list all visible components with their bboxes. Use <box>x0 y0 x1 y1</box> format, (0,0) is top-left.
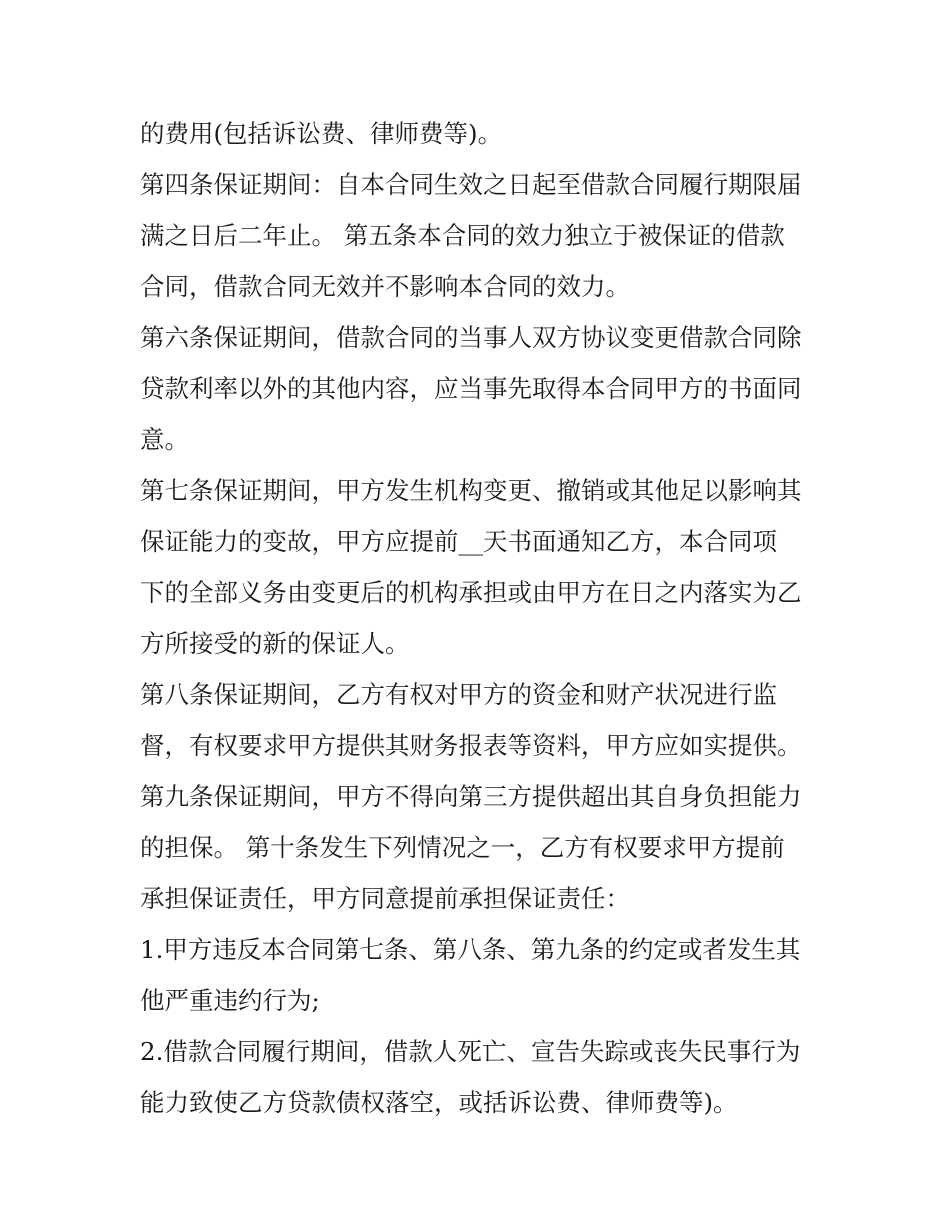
text-line: 承担保证责任，甲方同意提前承担保证责任： <box>140 884 630 913</box>
document-body <box>140 108 820 1128</box>
paragraph-fee-continuation <box>140 108 820 159</box>
text-line: 1.甲方违反本合同第七条、第八条、第九条的约定或者发生其 <box>140 935 801 964</box>
text-line: 合同，借款合同无效并不影响本合同的效力。 <box>140 272 630 301</box>
list-item-1 <box>140 924 820 1026</box>
list-item-2 <box>140 1026 820 1128</box>
paragraph-article-7 <box>140 465 820 669</box>
paragraph-article-9-10 <box>140 771 820 924</box>
text-line: 方所接受的新的保证人。 <box>140 629 410 658</box>
text-line: 他严重违约行为; <box>140 986 320 1015</box>
text-line: 2.借款合同履行期间，借款人死亡、宣告失踪或丧失民事行为 <box>140 1037 801 1066</box>
text-line: 下的全部义务由变更后的机构承担或由甲方在日之内落实为乙 <box>140 578 802 607</box>
text-line: 保证能力的变故，甲方应提前__天书面通知乙方，本合同项 <box>140 527 777 556</box>
paragraph-article-6 <box>140 312 820 465</box>
text-line: 第七条保证期间，甲方发生机构变更、撤销或其他足以影响其 <box>140 476 802 505</box>
paragraph-article-4-5 <box>140 159 820 312</box>
text-line: 督，有权要求甲方提供其财务报表等资料，甲方应如实提供。 <box>140 731 802 760</box>
text-line: 第八条保证期间，乙方有权对甲方的资金和财产状况进行监 <box>140 680 777 709</box>
text-line: 满之日后二年止。 第五条本合同的效力独立于被保证的借款 <box>140 221 785 250</box>
text-line: 能力致使乙方贷款债权落空，或括诉讼费、律师费等)。 <box>140 1088 738 1117</box>
paragraph-article-8 <box>140 669 820 771</box>
text-line: 的担保。 第十条发生下列情况之一，乙方有权要求甲方提前 <box>140 833 785 862</box>
text-line: 贷款利率以外的其他内容，应当事先取得本合同甲方的书面同 <box>140 374 802 403</box>
text-line: 第四条保证期间：自本合同生效之日起至借款合同履行期限届 <box>140 170 802 199</box>
text-line: 第六条保证期间，借款合同的当事人双方协议变更借款合同除 <box>140 323 802 352</box>
text-line: 第九条保证期间，甲方不得向第三方提供超出其自身负担能力 <box>140 782 802 811</box>
text-line: 的费用(包括诉讼费、律师费等)。 <box>140 119 503 148</box>
text-line: 意。 <box>140 425 189 454</box>
